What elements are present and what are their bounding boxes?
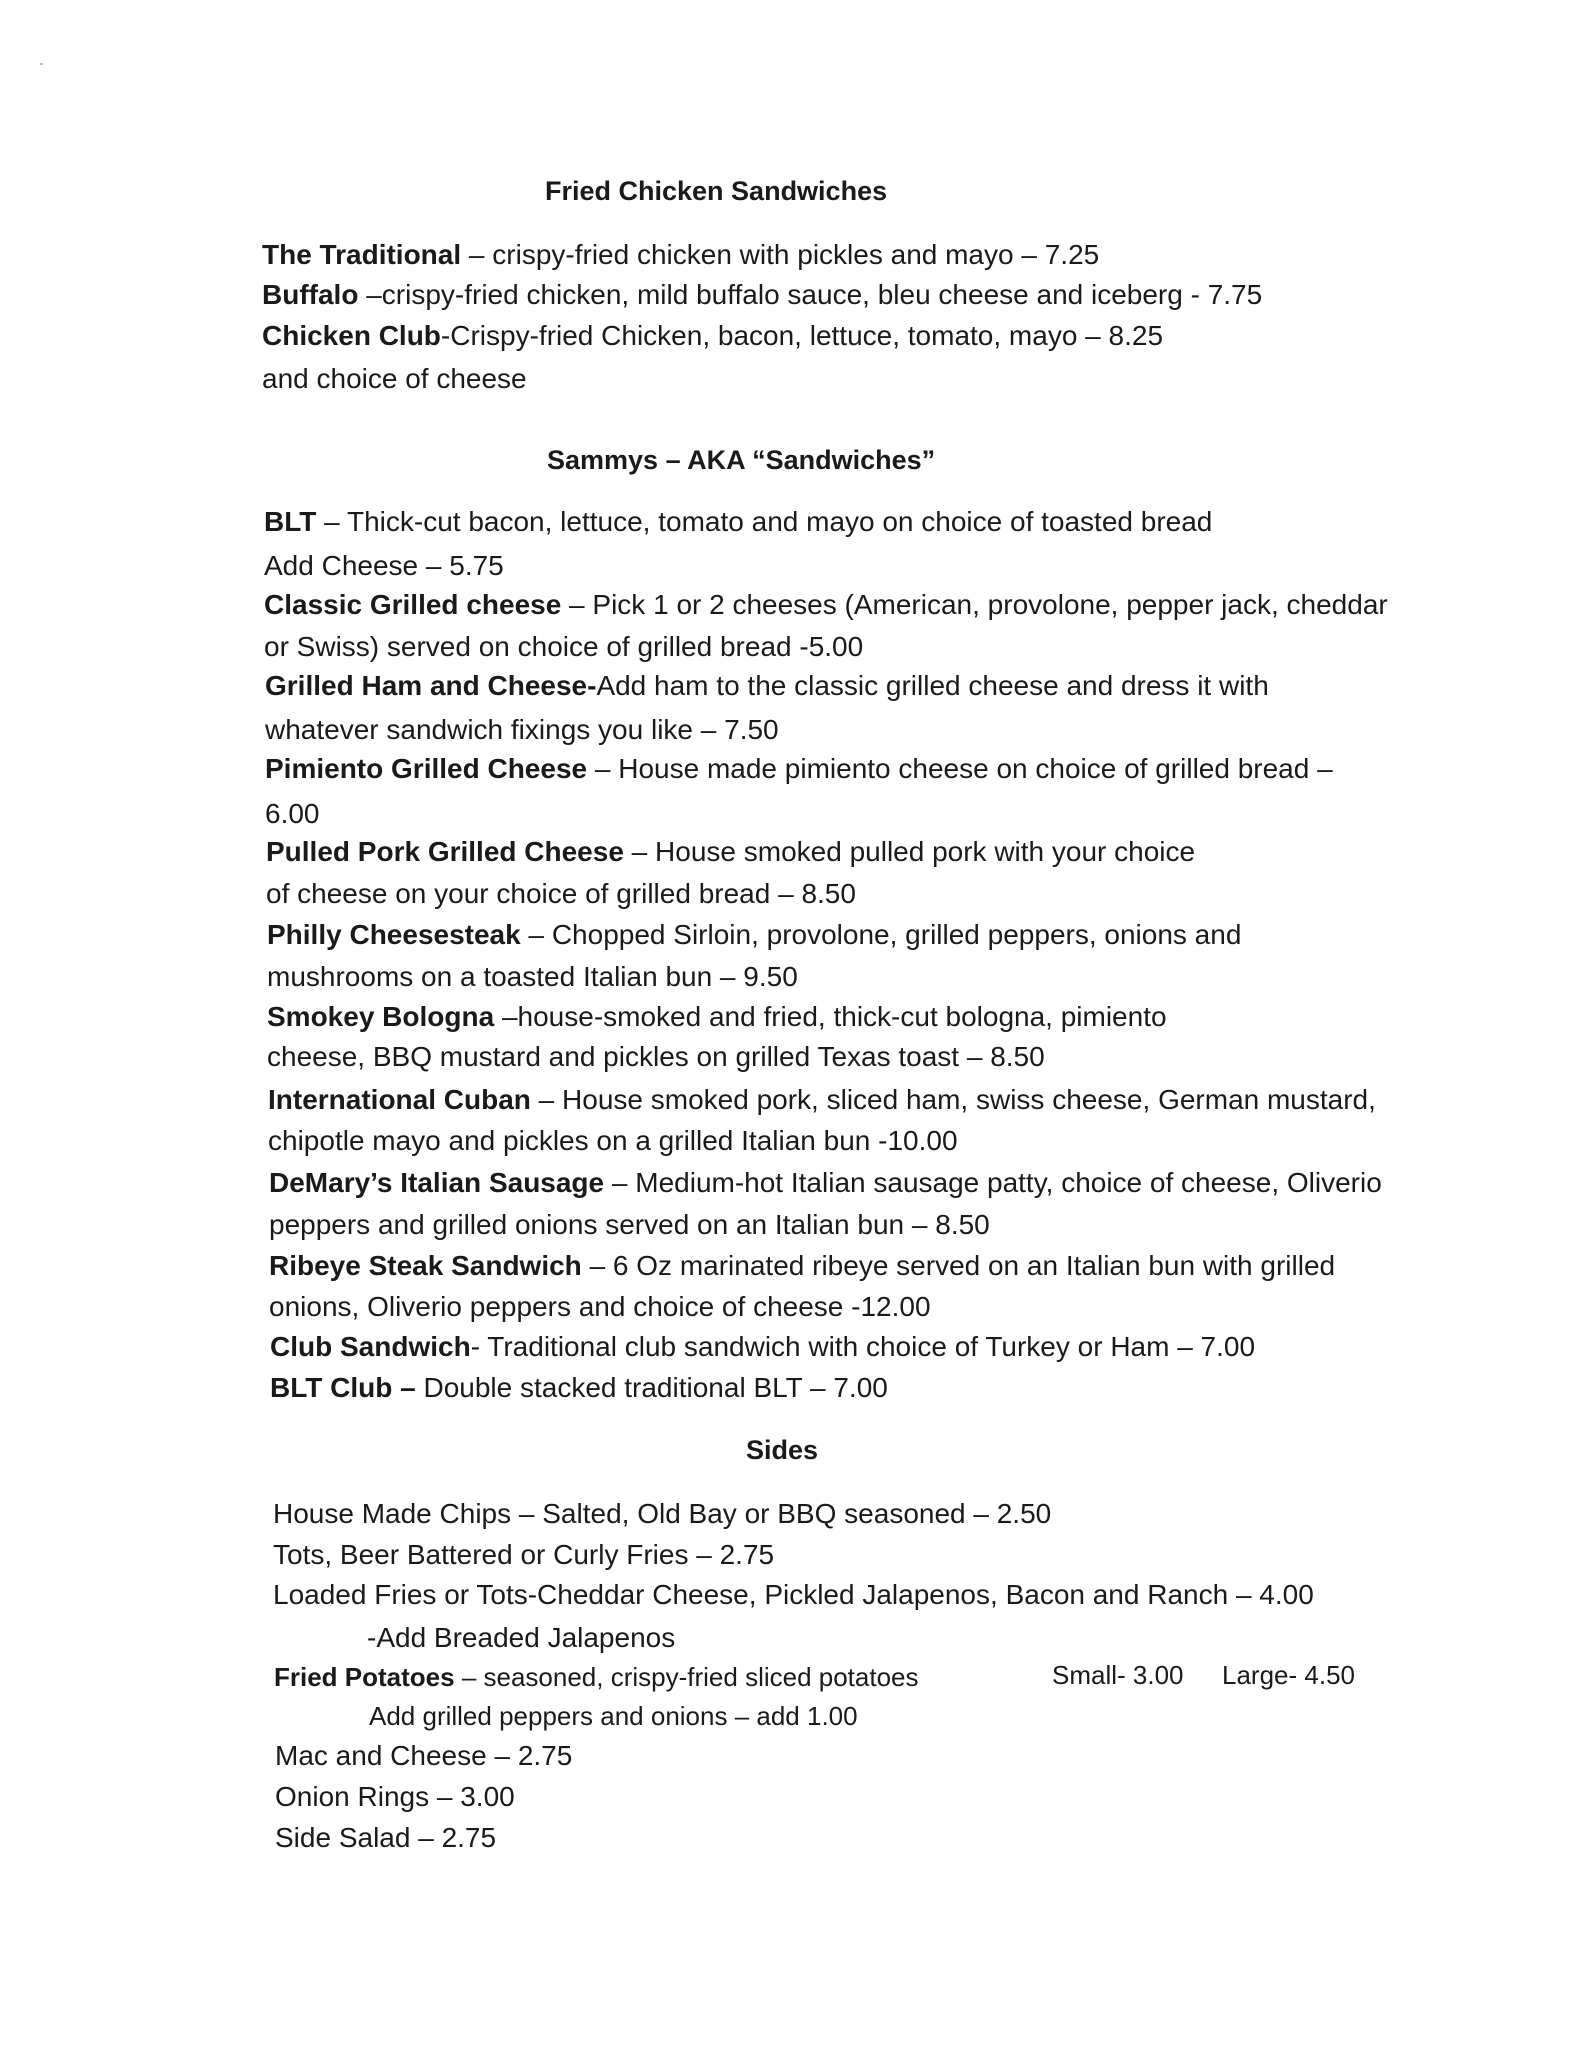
menu-item-smokey-bologna (267, 1003, 1167, 1031)
menu-item-chicken-club (262, 322, 1163, 350)
menu-item-club-sandwich (270, 1333, 1255, 1361)
item-name: Buffalo (262, 279, 359, 310)
item-name: BLT Club – (270, 1372, 416, 1403)
side-item-mac-and-cheese: Mac and Cheese – 2.75 (275, 1740, 573, 1771)
menu-item-chicken-club-cont: and choice of cheese (262, 363, 527, 394)
item-desc: – House smoked pulled pork with your choice (623, 836, 1196, 867)
item-desc: Add ham to the classic grilled cheese and dress it with (596, 670, 1269, 701)
menu-item-international-cuban (268, 1086, 1376, 1114)
item-desc: – 6 Oz marinated ribeye served on an Italian bun with grilled (581, 1250, 1336, 1281)
side-item-potatoes-addon: Add grilled peppers and onions – add 1.00 (369, 1701, 858, 1731)
item-desc: –crispy-fried chicken, mild buffalo sauce, bleu cheese and iceberg - 7.75 (358, 279, 1263, 310)
item-name: Smokey Bologna (267, 1001, 495, 1032)
menu-item-international-cuban-cont: chipotle mayo and pickles on a grilled Italian bun -10.00 (268, 1125, 958, 1156)
item-name: Ribeye Steak Sandwich (269, 1250, 582, 1281)
menu-item-the-traditional (262, 241, 1099, 269)
menu-item-smokey-bologna-cont: cheese, BBQ mustard and pickles on grilled Texas toast – 8.50 (267, 1041, 1045, 1072)
menu-item-philly-cheesesteak-cont: mushrooms on a toasted Italian bun – 9.50 (267, 961, 798, 992)
section-heading-sammys: Sammys – AKA “Sandwiches” (547, 445, 936, 475)
menu-item-blt (264, 508, 1212, 536)
menu-item-demarys-italian-sausage-cont: peppers and grilled onions served on an Italian bun – 8.50 (269, 1209, 990, 1240)
menu-item-ribeye-steak-sandwich-cont: onions, Oliverio peppers and choice of cheese -12.00 (269, 1291, 931, 1322)
side-item-fried-potatoes (274, 1664, 919, 1690)
item-name: Club Sandwich (270, 1331, 471, 1362)
item-name: International Cuban (268, 1084, 531, 1115)
menu-item-demarys-italian-sausage (269, 1169, 1382, 1197)
scan-speck (40, 63, 43, 65)
side-item-loaded-fries: Loaded Fries or Tots-Cheddar Cheese, Pickled Jalapenos, Bacon and Ranch – 4.00 (273, 1579, 1314, 1610)
item-desc: – Pick 1 or 2 cheeses (American, provolone, pepper jack, cheddar (561, 589, 1388, 620)
item-name: Fried Potatoes (274, 1662, 455, 1692)
side-item-fries: Tots, Beer Battered or Curly Fries – 2.75 (273, 1539, 775, 1570)
menu-item-classic-grilled-cheese-cont: or Swiss) served on choice of grilled bread -5.00 (264, 631, 864, 662)
item-name: Pulled Pork Grilled Cheese (266, 836, 624, 867)
item-name: Philly Cheesesteak (267, 919, 521, 950)
item-desc: – Chopped Sirloin, provolone, grilled peppers, onions and (520, 919, 1242, 950)
menu-item-pulled-pork-grilled-cheese-cont: of cheese on your choice of grilled bread – 8.50 (266, 878, 856, 909)
side-item-onion-rings: Onion Rings – 3.00 (275, 1781, 515, 1812)
item-name: The Traditional (262, 239, 462, 270)
menu-item-philly-cheesesteak (267, 921, 1241, 949)
side-item-side-salad: Side Salad – 2.75 (275, 1822, 497, 1853)
menu-item-blt-cont: Add Cheese – 5.75 (264, 550, 504, 581)
item-name: Chicken Club (262, 320, 441, 351)
side-item-loaded-addon: -Add Breaded Jalapenos (367, 1622, 676, 1653)
item-desc: -Crispy-fried Chicken, bacon, lettuce, tomato, mayo – 8.25 (440, 320, 1164, 351)
item-name: Grilled Ham and Cheese- (265, 670, 597, 701)
menu-item-pulled-pork-grilled-cheese (266, 838, 1195, 866)
item-desc: –house-smoked and fried, thick-cut bologna, pimiento (494, 1001, 1167, 1032)
side-item-chips: House Made Chips – Salted, Old Bay or BBQ seasoned – 2.50 (273, 1498, 1052, 1529)
item-desc: – Thick-cut bacon, lettuce, tomato and mayo on choice of toasted bread (316, 506, 1213, 537)
section-heading-fried-chicken: Fried Chicken Sandwiches (545, 176, 888, 206)
item-name: Classic Grilled cheese (264, 589, 562, 620)
menu-item-grilled-ham-and-cheese (265, 672, 1269, 700)
menu-item-buffalo (262, 281, 1262, 309)
menu-item-grilled-ham-and-cheese-cont: whatever sandwich fixings you like – 7.50 (265, 714, 779, 745)
side-price-large: Large- 4.50 (1222, 1660, 1355, 1690)
menu-item-blt-club (270, 1374, 888, 1402)
item-name: Pimiento Grilled Cheese (265, 753, 588, 784)
menu-item-pimiento-grilled-cheese-cont: 6.00 (265, 798, 320, 829)
menu-item-ribeye-steak-sandwich (269, 1252, 1335, 1280)
item-desc: – House smoked pork, sliced ham, swiss cheese, German mustard, (530, 1084, 1376, 1115)
item-desc: – crispy-fried chicken with pickles and mayo – 7.25 (461, 239, 1100, 270)
item-name: DeMary’s Italian Sausage (269, 1167, 605, 1198)
side-price-small: Small- 3.00 (1052, 1660, 1184, 1690)
section-heading-sides: Sides (746, 1435, 819, 1465)
item-desc: - Traditional club sandwich with choice of Turkey or Ham – 7.00 (470, 1331, 1256, 1362)
item-desc: – House made pimiento cheese on choice of grilled bread – (587, 753, 1333, 784)
menu-item-classic-grilled-cheese (264, 591, 1388, 619)
item-name: BLT (264, 506, 317, 537)
item-desc: Double stacked traditional BLT – 7.00 (415, 1372, 888, 1403)
item-desc: – seasoned, crispy-fried sliced potatoes (454, 1662, 919, 1692)
menu-item-pimiento-grilled-cheese (265, 755, 1333, 783)
item-desc: – Medium-hot Italian sausage patty, choice of cheese, Oliverio (604, 1167, 1382, 1198)
